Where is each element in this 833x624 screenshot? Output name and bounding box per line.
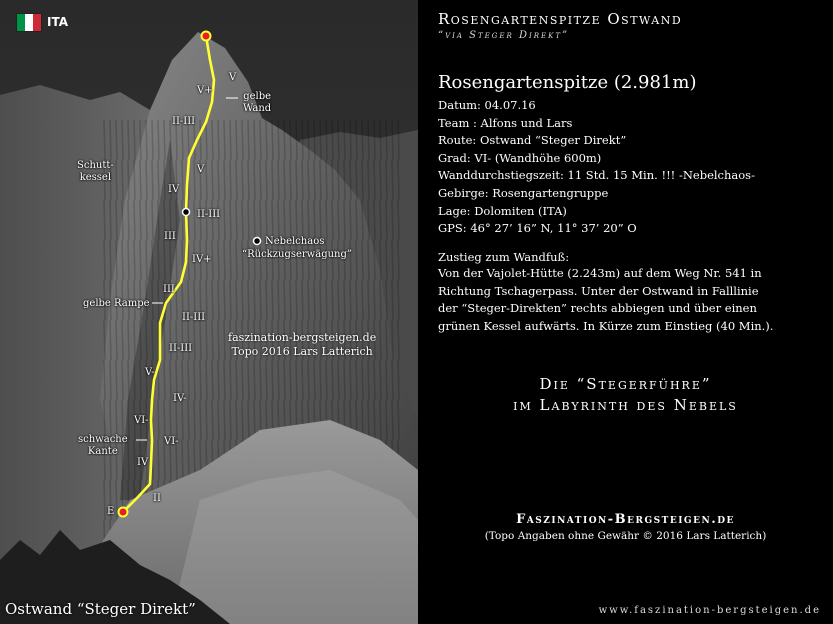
italy-flag-icon bbox=[16, 13, 42, 32]
photo-caption: Ostwand “Steger Direkt” bbox=[5, 600, 196, 618]
fact-grad: Grad: VI- (Wandhöhe 600m) bbox=[438, 150, 602, 165]
grade-label: III bbox=[163, 284, 175, 295]
fact-route: Route: Ostwand “Steger Direkt” bbox=[438, 133, 627, 148]
summit-marker bbox=[202, 32, 211, 41]
fact-team: Team : Alfons und Lars bbox=[438, 115, 573, 130]
grade-label: V bbox=[197, 164, 205, 175]
fact-lage: Lage: Dolomiten (ITA) bbox=[438, 203, 567, 218]
motto bbox=[418, 374, 833, 416]
page-title: Rosengartenspitze Ostwand bbox=[438, 10, 683, 28]
label-schuttkessel: Schutt- kessel bbox=[77, 160, 114, 183]
grade-label: II-III bbox=[182, 312, 206, 323]
photo-credit: faszination-bergsteigen.de Topo 2016 Lars Latterich bbox=[228, 331, 377, 358]
grade-label: IV bbox=[137, 457, 149, 468]
zustieg-heading: Zustieg zum Wandfuß: bbox=[438, 250, 570, 264]
grade-label: V bbox=[229, 72, 237, 83]
grade-label: V- bbox=[145, 367, 155, 378]
label-nebelchaos: Nebelchaos bbox=[265, 236, 325, 247]
zustieg-text bbox=[438, 265, 823, 335]
grade-label: IV bbox=[168, 184, 180, 195]
zustieg-line: Von der Vajolet-Hütte (2.243m) auf dem Weg Nr. 541 in bbox=[438, 266, 762, 280]
grade-label: IV+ bbox=[192, 254, 212, 265]
einstieg-marker bbox=[119, 508, 128, 517]
grade-label: VI- bbox=[134, 415, 149, 426]
grade-label: VI- bbox=[164, 436, 179, 447]
disclaimer: (Topo Angaben ohne Gewähr © 2016 Lars Latterich) bbox=[484, 530, 767, 542]
fact-gps: GPS: 46° 27’ 16” N, 11° 37’ 20” O bbox=[438, 221, 637, 236]
grade-label: II-III bbox=[172, 116, 196, 127]
fact-datum: Datum: 04.07.16 bbox=[438, 98, 536, 112]
grade-label: V+ bbox=[197, 85, 213, 96]
facts-list bbox=[438, 97, 755, 238]
grade-label: III bbox=[164, 231, 176, 242]
grade-label: II-III bbox=[197, 209, 221, 220]
info-panel bbox=[418, 0, 833, 624]
label-gelbe-wand: gelbe Wand bbox=[243, 91, 272, 114]
grade-label: II bbox=[153, 493, 161, 504]
nebelchaos-marker bbox=[254, 238, 261, 245]
website-url: www.faszination-bergsteigen.de bbox=[598, 605, 821, 616]
motto-line: im Labyrinth des Nebels bbox=[513, 396, 738, 414]
country-code: ITA bbox=[47, 15, 69, 29]
brand-name: Faszination-Bergsteigen.de bbox=[516, 512, 735, 527]
zustieg-line: Richtung Tschagerpass. Unter der Ostwand in Falllinie bbox=[438, 283, 759, 298]
belay-marker bbox=[183, 209, 190, 216]
fact-gebirge: Gebirge: Rosengartengruppe bbox=[438, 185, 609, 200]
zustieg-line: grünen Kessel aufwärts. In Kürze zum Einstieg (40 Min.). bbox=[438, 318, 774, 333]
label-schwache-kante: schwache Kante bbox=[78, 434, 128, 457]
page-subtitle: “via Steger Direkt” bbox=[438, 30, 570, 41]
label-gelbe-rampe: gelbe Rampe bbox=[83, 298, 150, 309]
fact-zeit: Wanddurchstiegszeit: 11 Std. 15 Min. !!! -Nebelchaos- bbox=[438, 168, 755, 183]
zustieg-line: der “Steger-Direkten” rechts abbiegen und über einen bbox=[438, 301, 757, 315]
label-einstieg: E bbox=[107, 506, 115, 517]
grade-label: IV- bbox=[173, 393, 187, 404]
grade-label: II-III bbox=[169, 343, 193, 354]
motto-line: Die “Stegerführe” bbox=[539, 375, 712, 393]
label-rueckzug: “Rückzugserwägung” bbox=[242, 249, 352, 260]
peak-heading: Rosengartenspitze (2.981m) bbox=[438, 72, 697, 93]
